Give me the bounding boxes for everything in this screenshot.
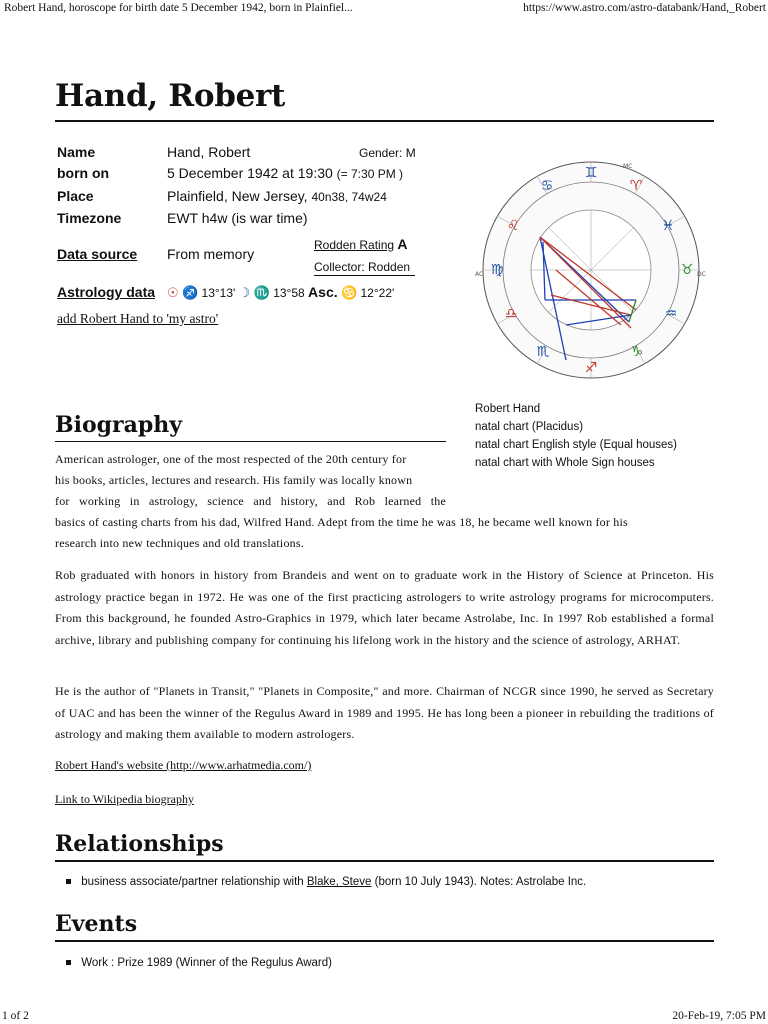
pisces-icon: ♓ (661, 218, 675, 234)
collector-rule (314, 275, 415, 276)
events-heading: Events (55, 911, 138, 937)
gender-info (359, 146, 416, 160)
capricorn-icon: ♑ (630, 344, 644, 360)
chart-link-whole-sign[interactable]: natal chart with Whole Sign houses (475, 457, 655, 469)
biography-p1-line5: research into new techniques and old translations. (55, 536, 304, 550)
print-footer-date: 20-Feb-19, 7:05 PM (672, 1010, 766, 1022)
timezone-label: Timezone (57, 210, 122, 226)
asc-label: Asc. (308, 284, 338, 300)
gemini-icon: ♊ (584, 165, 598, 181)
print-header-url: https://www.astro.com/astro-databank/Hand,_Robert (523, 2, 766, 14)
relationship-person-link[interactable]: Blake, Steve (306, 876, 372, 888)
taurus-icon: ♉ (680, 262, 694, 278)
collector-text: Collector: Rodden (314, 260, 411, 274)
biography-heading: Biography (55, 412, 183, 438)
sagittarius-wheel-icon: ♐ (584, 360, 598, 376)
website-link[interactable]: Robert Hand's website (http://www.arhatmedia.com/) (55, 758, 312, 772)
event-text: Work : Prize 1989 (Winner of the Regulus Award) (81, 957, 332, 969)
data-source-label[interactable]: Data source (57, 246, 138, 262)
place-value: Plainfield, New Jersey, (167, 188, 308, 204)
name-label: Name (57, 144, 96, 160)
timezone-value: EWT h4w (is war time) (167, 210, 308, 226)
astrology-data-label[interactable]: Astrology data (57, 284, 156, 300)
print-header-title: Robert Hand, horoscope for birth date 5 December 1942, born in Plainfiel... (4, 2, 353, 14)
biography-p1-line3: for working in astrology, science and history, and Rob learned the (55, 494, 446, 508)
born-value-line (167, 165, 403, 181)
wikipedia-link[interactable]: Link to Wikipedia biography (55, 792, 194, 806)
events-rule (55, 940, 714, 942)
relationship-item (66, 876, 586, 888)
rodden-rating (314, 236, 408, 252)
natal-chart-wheel[interactable] (471, 150, 711, 390)
sagittarius-icon: ♐ (182, 285, 199, 300)
name-value: Hand, Robert (167, 144, 251, 160)
page-title: Hand, Robert (55, 78, 286, 114)
leo-icon: ♌ (506, 218, 520, 234)
chart-ac-label: AC (475, 271, 484, 278)
biography-p3: He is the author of "Planets in Transit," "Planets in Composite," and more. Chairman of NCGR since 1990, he served as Secretary of UAC and has been the winner of the Regulus Award in 1989 and 1995. He has long been a pioneer in rebuilding the traditions of astrology and making them available to modern astrologers. (55, 684, 714, 741)
biography-rule (55, 441, 446, 442)
asc-position: 12°22' (360, 286, 395, 300)
rodden-label[interactable]: Rodden Rating (314, 238, 395, 252)
relationships-rule (55, 860, 714, 862)
place-label: Place (57, 188, 94, 204)
biography-p1-line2: his books, articles, lectures and research. His family was locally known (55, 473, 413, 487)
chart-link-placidus[interactable]: natal chart (Placidus) (475, 421, 584, 433)
chart-dc-label: DC (697, 271, 706, 278)
rodden-value: A (397, 236, 408, 252)
gender-value: M (405, 146, 416, 160)
libra-icon: ♎ (504, 306, 518, 322)
data-source-value: From memory (167, 246, 255, 262)
scorpio-wheel-icon: ♏ (536, 344, 550, 360)
bullet-icon (66, 960, 71, 965)
moon-position: 13°58 (273, 286, 305, 300)
gender-label: Gender: (359, 146, 403, 160)
moon-icon: ☽ (238, 285, 251, 300)
sun-icon: ☉ (167, 285, 179, 300)
born-value: 5 December 1942 at 19:30 (167, 165, 333, 181)
biography-p1-line4: basics of casting charts from his dad, Wilfred Hand. Adept from the time he was 18, he became well known for his (55, 515, 628, 529)
astrology-data-values (167, 284, 394, 301)
relationship-text-pre: business associate/partner relationship with (81, 876, 304, 888)
add-to-my-astro-link[interactable]: add Robert Hand to 'my astro' (57, 311, 219, 326)
virgo-icon: ♍ (490, 262, 504, 278)
relationships-heading: Relationships (55, 831, 224, 857)
cancer-icon: ♋ (340, 285, 358, 300)
place-value-line (167, 188, 387, 204)
aries-icon: ♈ (629, 178, 643, 194)
biography-p1-line1: American astrologer, one of the most respected of the 20th century for (55, 452, 407, 466)
sun-position: 13°13' (201, 286, 236, 300)
born-time-note: (= 7:30 PM ) (336, 167, 404, 181)
chart-caption-name: Robert Hand (475, 403, 541, 415)
aquarius-icon: ♒ (664, 306, 678, 322)
cancer-wheel-icon: ♋ (540, 178, 554, 194)
place-coords[interactable]: 40n38, 74w24 (311, 190, 387, 204)
title-rule (55, 120, 714, 122)
chart-link-equal-houses[interactable]: natal chart English style (Equal houses) (475, 439, 677, 451)
scorpio-icon: ♏ (253, 285, 270, 300)
event-item (66, 957, 332, 969)
born-label: born on (57, 165, 110, 181)
bullet-icon (66, 879, 71, 884)
relationship-text-post: (born 10 July 1943). Notes: Astrolabe Inc. (374, 876, 587, 888)
biography-p2: Rob graduated with honors in history from Brandeis and went on to graduate work in the History of Science at Princeton. His astrology practice began in 1972. He was one of the first practicing astrologers to write astrology programs for microcomputers. From this background, he founded Astro-Graphics in 1979, which later became Astrolabe, Inc. In 1997 Rob established a formal archive, library and publishing company for continuing his lifelong work in the history and the science of astrology, ARHAT. (55, 568, 714, 647)
chart-mc-label: MC (623, 163, 633, 170)
print-footer-page: 1 of 2 (2, 1010, 29, 1022)
